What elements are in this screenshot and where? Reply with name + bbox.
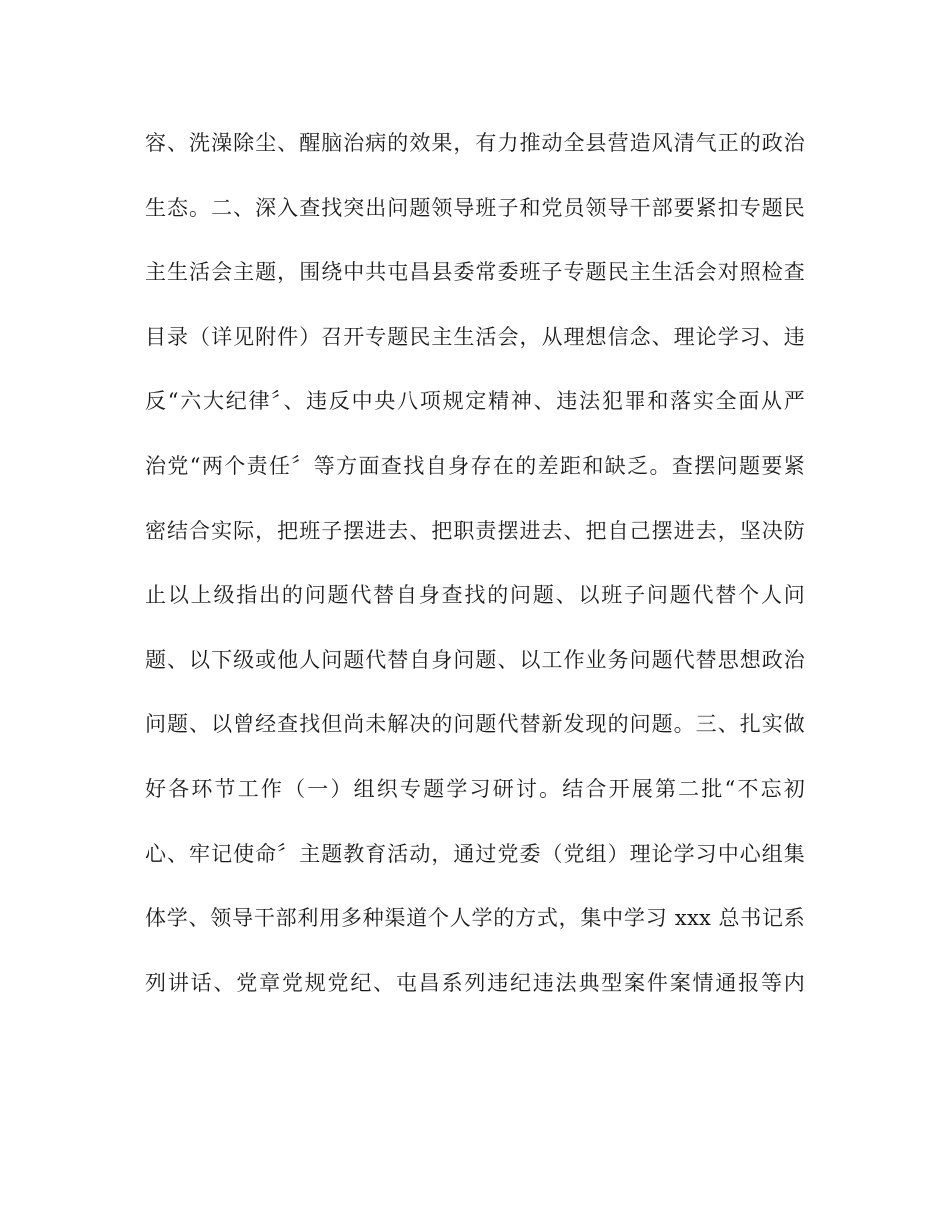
text-line: 问题、以曾经查找但尚未解决的问题代替新发现的问题。三、扎实做 xyxy=(145,712,805,737)
text-line: 好各环节工作（一）组织专题学习研讨。结合开展第二批“不忘初 xyxy=(145,776,805,801)
text-line: 目录（详见附件）召开专题民主生活会，从理想信念、理论学习、违 xyxy=(145,324,805,349)
text-line: 止以上级指出的问题代替自身查找的问题、以班子问题代替个人问 xyxy=(145,583,805,608)
text-line: 容、洗澡除尘、醒脑治病的效果，有力推动全县营造风清气正的政治 xyxy=(145,131,805,155)
text-line: 治党“两个责任〞等方面查找自身存在的差距和缺乏。查摆问题要紧 xyxy=(145,453,805,478)
text-line: 反“六大纪律〞、违反中央八项规定精神、违法犯罪和落实全面从严 xyxy=(145,389,805,414)
text-line: 心、牢记使命〞主题教育活动，通过党委（党组）理论学习中心组集 xyxy=(145,841,805,866)
text-line: 密结合实际，把班子摆进去、把职责摆进去、把自己摆进去，坚决防 xyxy=(145,518,805,543)
text-line: 生态。二、深入查找突出问题领导班子和党员领导干部要紧扣专题民 xyxy=(145,195,805,220)
text-line: 列讲话、党章党规党纪、屯昌系列违纪违法典型案件案情通报等内 xyxy=(145,970,805,995)
text-line: 题、以下级或他人问题代替自身问题、以工作业务问题代替思想政治 xyxy=(145,647,805,672)
body-text xyxy=(145,118,805,1022)
text-line: 体学、领导干部利用多种渠道个人学的方式，集中学习 xxx 总书记系 xyxy=(145,906,805,931)
text-line: 主生活会主题，围绕中共屯昌县委常委班子专题民主生活会对照检查 xyxy=(145,260,805,285)
